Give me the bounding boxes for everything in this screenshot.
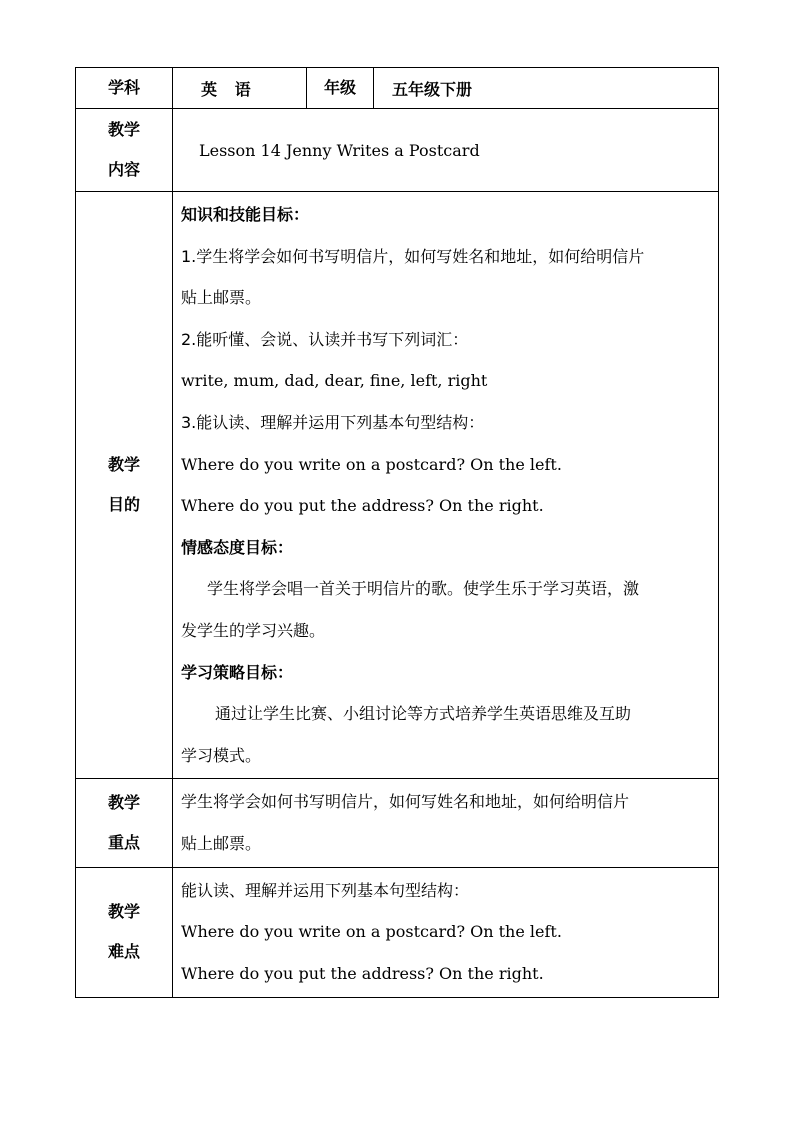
goal-item2: 2.能听懂、会说、认读并书写下列词汇：	[181, 329, 469, 349]
difficulty-label	[76, 867, 173, 997]
goal-item3: 3.能认读、理解并运用下列基本句型结构：	[181, 412, 485, 432]
emotion-line2: 发学生的学习兴趣。	[181, 620, 326, 640]
difficulty-label-line2: 难点	[107, 942, 140, 961]
knowledge-heading: 知识和技能目标：	[181, 205, 310, 224]
goals-label	[76, 192, 173, 779]
focus-line1: 学生将学会如何书写明信片，如何写姓名和地址，如何给明信片	[181, 792, 630, 812]
focus-body	[173, 779, 719, 867]
lesson-title: Lesson 14 Jenny Writes a Postcard	[173, 109, 719, 192]
difficulty-sentence2: Where do you put the address? On the right.	[181, 963, 544, 983]
goals-label-line2: 目的	[107, 495, 140, 515]
difficulty-sentence1: Where do you write on a postcard? On the left.	[181, 922, 562, 942]
grade-value: 五年级下册	[374, 68, 719, 109]
strategy-line1: 通过让学生比赛、小组讨论等方式培养学生英语思维及互助	[215, 704, 632, 724]
header-row	[76, 68, 719, 109]
subject-label: 学科	[76, 68, 173, 109]
goals-body	[173, 192, 719, 779]
goal-item1-line1: 1.学生将学会如何书写明信片，如何写姓名和地址，如何给明信片	[181, 246, 645, 266]
difficulty-label-line1: 教学	[107, 902, 140, 921]
goals-label-line1: 教学	[107, 455, 140, 475]
subject-value: 英 语	[173, 68, 307, 109]
focus-line2: 贴上邮票。	[181, 833, 262, 853]
emotion-line1: 学生将学会唱一首关于明信片的歌。使学生乐于学习英语，激	[207, 579, 640, 599]
content-label-line2: 内容	[107, 160, 140, 179]
focus-label	[76, 779, 173, 867]
goal-sentence2: Where do you put the address? On the right.	[181, 496, 544, 516]
difficulty-row	[76, 867, 719, 997]
difficulty-body	[173, 867, 719, 997]
content-label-line1: 教学	[107, 120, 140, 139]
goal-sentence1: Where do you write on a postcard? On the left.	[181, 454, 562, 474]
difficulty-line1: 能认读、理解并运用下列基本句型结构：	[181, 880, 470, 900]
strategy-heading: 学习策略目标：	[181, 662, 294, 682]
goals-row	[76, 192, 719, 779]
focus-row	[76, 779, 719, 867]
emotion-heading: 情感态度目标：	[181, 537, 294, 557]
focus-label-line1: 教学	[107, 792, 140, 812]
content-row	[76, 109, 719, 192]
content-label	[76, 109, 173, 192]
lesson-plan-table	[75, 67, 719, 998]
grade-label: 年级	[307, 68, 374, 109]
vocab-list: write, mum, dad, dear, fine, left, right	[181, 371, 488, 391]
focus-label-line2: 重点	[107, 832, 140, 852]
strategy-line2: 学习模式。	[181, 745, 262, 765]
goal-item1-line2: 贴上邮票。	[181, 288, 262, 308]
